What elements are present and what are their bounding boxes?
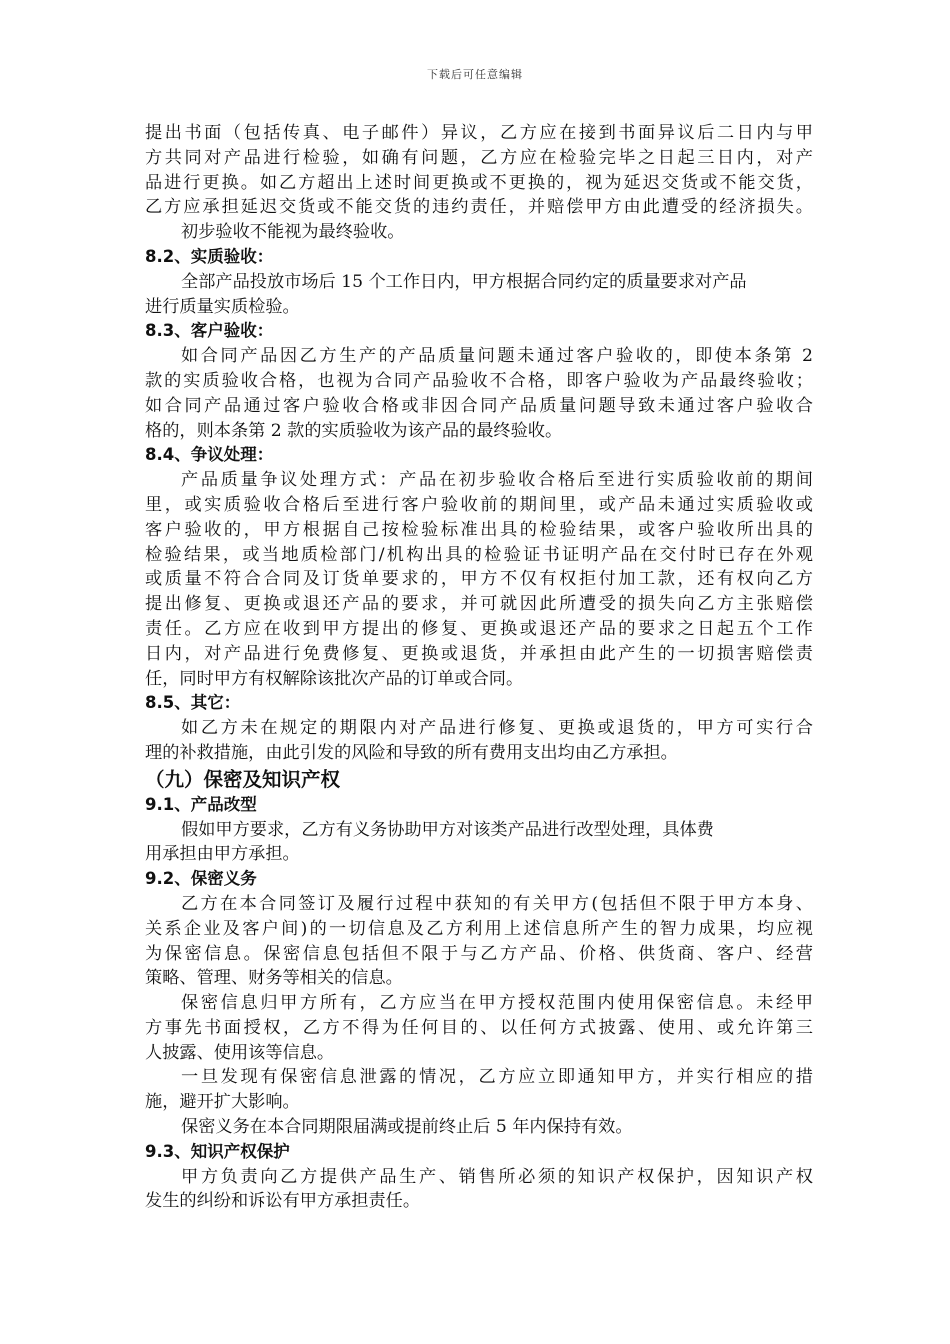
section-heading: 8.4、争议处理： (145, 445, 274, 465)
section-heading: 9.2、保密义务 (145, 869, 257, 889)
text-line: 假如甲方要求，乙方有义务协助甲方对该类产品进行改型处理，具体费 (181, 819, 714, 840)
text-line: 施，避开扩大影响。 (145, 1092, 300, 1113)
text-line: 为保密信息。保密信息包括但不限于与乙方产品、价格、供货商、客户、经营 (145, 943, 813, 964)
text-line: 发生的纠纷和诉讼有甲方承担责任。 (145, 1191, 421, 1212)
text-line: 产品质量争议处理方式：产品在初步验收合格后至进行实质验收前的期间 (181, 470, 813, 491)
text-line: 乙方应承担延迟交货或不能交货的违约责任，并赔偿甲方由此遭受的经济损失。 (145, 197, 813, 218)
section-heading: 8.3、客户验收： (145, 321, 274, 341)
section-heading: 9.1、产品改型 (145, 794, 257, 814)
text-line: 里，或实质验收合格后至进行客户验收前的期间里，或产品未通过实质验收或 (145, 494, 813, 515)
text-line: 保密信息归甲方所有，乙方应当在甲方授权范围内使用保密信息。未经甲 (181, 993, 813, 1014)
text-line: 客户验收的，甲方根据自己按检验标准出具的检验结果，或客户验收所出具的 (145, 519, 813, 540)
section-heading: 8.2、实质验收： (145, 246, 274, 266)
text-line: 格的，则本条第 2 款的实质验收为该产品的最终验收。 (145, 420, 563, 441)
text-line: 提出修复、更换或退还产品的要求，并可就因此所遭受的损失向乙方主张赔偿 (145, 594, 813, 615)
section-heading: 9.3、知识产权保护 (145, 1141, 290, 1161)
text-line: 用承担由甲方承担。 (145, 844, 300, 865)
text-line: 任，同时甲方有权解除该批次产品的订单或合同。 (145, 668, 524, 689)
text-line: 进行质量实质检验。 (145, 296, 300, 317)
text-line: 乙方在本合同签订及履行过程中获知的有关甲方(包括但不限于甲方本身、 (181, 893, 813, 914)
text-line: 一旦发现有保密信息泄露的情况，乙方应立即通知甲方，并实行相应的措 (181, 1067, 813, 1088)
text-line: 或质量不符合合同及订货单要求的，甲方不仅有权拒付加工款，还有权向乙方 (145, 569, 813, 590)
section-heading: （九）保密及知识产权 (145, 767, 341, 791)
text-line: 日内，对产品进行免费修复、更换或退货，并承担由此产生的一切损害赔偿责 (145, 643, 813, 664)
text-line: 提出书面（包括传真、电子邮件）异议，乙方应在接到书面异议后二日内与甲 (145, 123, 813, 143)
text-line: 方共同对产品进行检验，如确有问题，乙方应在检验完毕之日起三日内，对产 (145, 147, 813, 168)
text-line: 如合同产品通过客户验收合格或非因合同产品质量问题导致未通过客户验收合 (145, 395, 813, 416)
text-line: 如合同产品因乙方生产的产品质量问题未通过客户验收的，即使本条第 2 (181, 346, 813, 367)
text-line: 方事先书面授权，乙方不得为任何目的、以任何方式披露、使用、或允许第三 (145, 1017, 813, 1038)
text-line: 品进行更换。如乙方超出上述时间更换或不更换的，视为延迟交货或不能交货， (145, 172, 813, 193)
document-body (145, 121, 813, 1214)
text-line: 责任。乙方应在收到甲方提出的修复、更换或退还产品的要求之日起五个工作 (145, 618, 813, 639)
page-header: 下载后可任意编辑 (427, 68, 523, 81)
text-line: 甲方负责向乙方提供产品生产、销售所必须的知识产权保护，因知识产权 (181, 1166, 813, 1187)
text-line: 人披露、使用该等信息。 (145, 1042, 335, 1063)
text-line: 检验结果，或当地质检部门/机构出具的检验证书证明产品在交付时已存在外观 (145, 544, 813, 565)
section-heading: 8.5、其它： (145, 693, 241, 713)
text-line: 初步验收不能视为最终验收。 (181, 222, 405, 243)
text-line: 全部产品投放市场后 15 个工作日内，甲方根据合同约定的质量要求对产品 (181, 271, 747, 292)
text-line: 关系企业及客户间)的一切信息及乙方利用上述信息所产生的智力成果，均应视 (145, 918, 813, 939)
text-line: 如乙方未在规定的期限内对产品进行修复、更换或退货的，甲方可实行合 (181, 718, 813, 739)
text-line: 理的补救措施，由此引发的风险和导致的所有费用支出均由乙方承担。 (145, 742, 678, 763)
text-line: 保密义务在本合同期限届满或提前终止后 5 年内保持有效。 (181, 1117, 633, 1138)
text-line: 款的实质验收合格，也视为合同产品验收不合格，即客户验收为产品最终验收； (145, 370, 813, 391)
text-line: 策略、管理、财务等相关的信息。 (145, 968, 403, 989)
